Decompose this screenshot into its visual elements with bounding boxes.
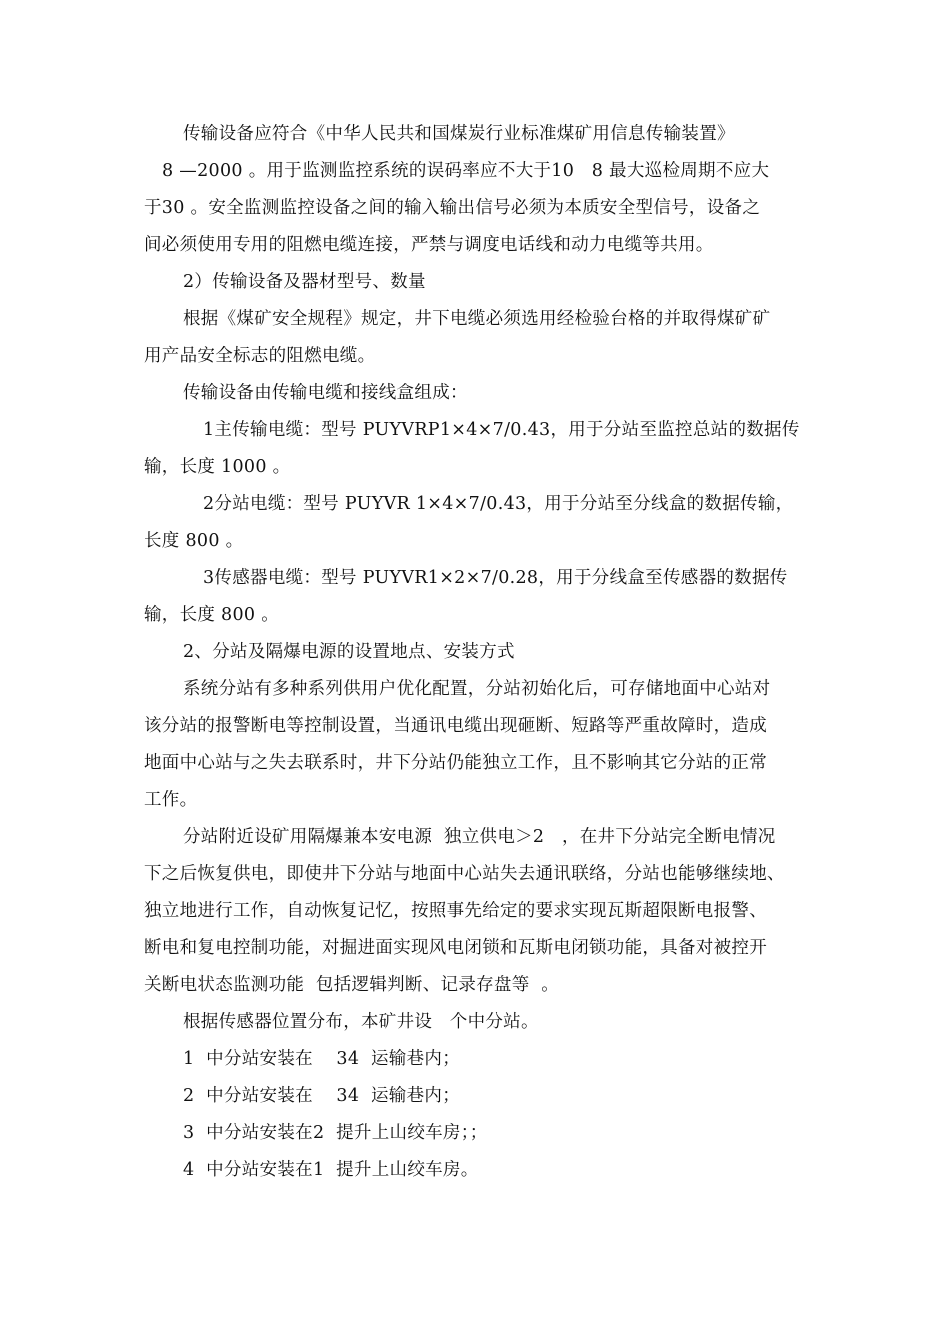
paragraph-line: 传输设备由传输电缆和接线盒组成：	[183, 383, 468, 403]
list-item: 4 中分站安装在1 提升上山绞车房。	[183, 1160, 479, 1180]
list-item: 1主传输电缆：型号 PUYVRP1×4×7/0.43，用于分站至监控总站的数据传	[203, 420, 800, 440]
paragraph-line: 间必须使用专用的阻燃电缆连接，严禁与调度电话线和动力电缆等共用。	[144, 235, 714, 255]
list-item: 3 中分站安装在2 提升上山绞车房；；	[183, 1123, 488, 1143]
paragraph-line: 关断电状态监测功能 包括逻辑判断、记录存盘等 。	[144, 975, 560, 995]
paragraph-line: 根据《煤矿安全规程》规定，井下电缆必须选用经检验台格的并取得煤矿矿	[183, 309, 771, 329]
section-heading: 2、分站及隔爆电源的设置地点、安装方式	[183, 642, 515, 662]
list-item: 输，长度 800 。	[144, 605, 280, 625]
list-item: 1 中分站安装在 34 运输巷内；	[183, 1049, 461, 1069]
paragraph-line: 该分站的报警断电等控制设置，当通讯电缆出现砸断、短路等严重故障时，造成	[144, 716, 767, 736]
paragraph-line: 工作。	[144, 790, 198, 810]
paragraph-line: 用产品安全标志的阻燃电缆。	[144, 346, 376, 366]
paragraph-line: 断电和复电控制功能，对掘进面实现风电闭锁和瓦斯电闭锁功能，具备对被控开	[144, 938, 767, 958]
list-item: 长度 800 。	[144, 531, 244, 551]
paragraph-line: 传输设备应符合《中华人民共和国煤炭行业标准煤矿用信息传输装置》	[183, 124, 735, 144]
list-item: 输，长度 1000 。	[144, 457, 291, 477]
paragraph-line: 分站附近设矿用隔爆兼本安电源 独立供电＞2 ，在井下分站完全断电情况	[183, 827, 776, 847]
paragraph-line: 独立地进行工作，自动恢复记忆，按照事先给定的要求实现瓦斯超限断电报警、	[144, 901, 767, 921]
section-heading: 2）传输设备及器材型号、数量	[183, 272, 426, 292]
list-item: 2 中分站安装在 34 运输巷内；	[183, 1086, 461, 1106]
list-item: 2分站电缆：型号 PUYVR 1×4×7/0.43，用于分站至分线盒的数据传输，	[203, 494, 794, 514]
paragraph-line: 系统分站有多种系列供用户优化配置，分站初始化后，可存储地面中心站对	[183, 679, 771, 699]
paragraph-line: 地面中心站与之失去联系时，井下分站仍能独立工作，且不影响其它分站的正常	[144, 753, 767, 773]
list-item: 3传感器电缆：型号 PUYVR1×2×7/0.28，用于分线盒至传感器的数据传	[203, 568, 788, 588]
paragraph-line: 下之后恢复供电，即使井下分站与地面中心站失去通讯联络，分站也能够继续地、	[144, 864, 785, 884]
paragraph-line: 根据传感器位置分布，本矿井设 个中分站。	[183, 1012, 539, 1032]
paragraph-line: 8 —2000 。用于监测监控系统的误码率应不大于10 8 最大巡检周期不应大	[162, 161, 770, 181]
paragraph-line: 于30 。安全监测监控设备之间的输入输出信号必须为本质安全型信号，设备之	[144, 198, 761, 218]
